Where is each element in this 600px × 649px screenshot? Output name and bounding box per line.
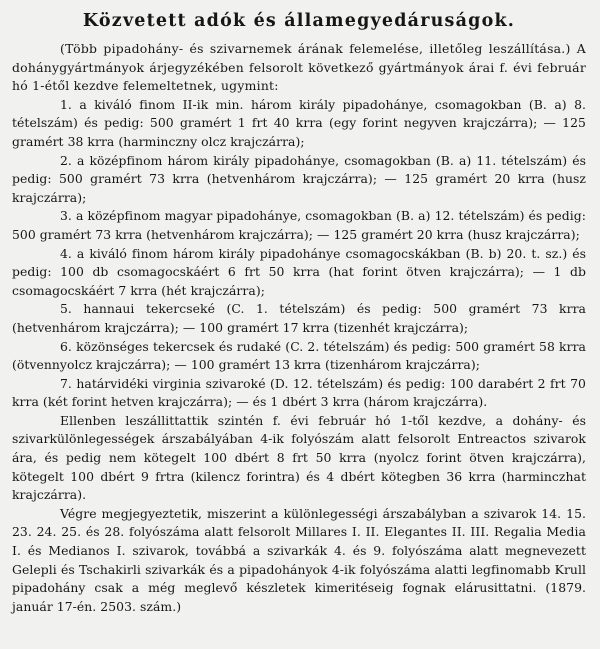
paragraph-item-2: 2. a középfinom három király pipadohánye, csomagokban (B. a) 11. tételszám) és pedig: 500 gramért 73 krra (hetvenhárom krajczárra); — 125 gramért 20 krra (husz krajczárra); xyxy=(12,152,586,205)
paragraph-reduction: Ellenben leszállittattik szintén f. évi február hó 1-től kezdve, a dohány- és szivarkülönlegességek árszabályában 4-ik folyószám alatt felsorolt Entreactos szivarok ára, és pedig nem kötegelt 100 dbért 8 frt 50 krra (nyolcz forint ötven krajczárra), kötegelt 100 dbért 9 frtra (kilencz forintra) és 4 dbért kötegben 36 krra (harminczhat krajczárra). xyxy=(12,412,586,503)
paragraph-item-3: 3. a középfinom magyar pipadohánye, csomagokban (B. a) 12. tételszám) és pedig: 500 gramért 73 krra (hetvenhárom krajczárra); — 125 gramért 20 krra (husz krajczárra); xyxy=(12,208,586,242)
paragraph-final-note: Végre megjegyeztetik, miszerint a különlegességi árszabályban a szivarok 14. 15. 23. 24. 25. és 28. folyószáma alatt felsorolt Millares I. II. Elegantes II. III. Regalia Media I. és Medianos I. szivarok, továbbá a szivarkák 4. és 9. folyószáma alatt megnevezett Gelepli és Tschakirli szivarkák és a pipadohányok 4-ik folyószáma alatti legfinomabb Krull pipadohány csak a még meglevő készletek kimeritéseig fognak elárusittatni. (1879. január 17-én. 2503. szám.) xyxy=(12,505,586,614)
paragraph-item-1: 1. a kiváló finom II-ik min. három király pipadohánye, csomagokban (B. a) 8. tételszám) és pedig: 500 gramért 1 frt 40 krra (egy forint negyven krajczárra); — 125 gramért 38 krra (harminczny olcz krajczárra); xyxy=(12,96,586,149)
paragraph-intro: (Több pipadohány- és szivarnemek árának felemelése, illetőleg leszállítása.) A dohánygyártmányok árjegyzékében felsorolt következő gyártmányok árai f. évi február hó 1-étől kezdve felemeltetnek, ugymint: xyxy=(12,41,586,94)
paragraph-item-5: 5. hannaui tekercseké (C. 1. tételszám) és pedig: 500 gramért 73 krra (hetvenhárom krajczárra); — 100 gramért 17 krra (tizenhét krajczárra); xyxy=(12,301,586,335)
paragraph-item-6: 6. közönséges tekercsek és rudaké (C. 2. tételszám) és pedig: 500 gramért 58 krra (ötvennyolcz krajczárra); — 100 gramért 13 krra (tizenhárom krajczárra); xyxy=(12,338,586,373)
paragraph-item-4: 4. a kiváló finom három király pipadohánye csomagocskákban (B. b) 20. t. sz.) és pedig: 100 db csomagocskáért 6 frt 50 krra (hat forint ötven krajczárra); — 1 db csomagocskáért 7 krra (hét krajczárra); xyxy=(12,245,586,298)
page-title: Közvetett adók és államegyedáruságok. xyxy=(82,11,516,31)
paragraph-item-7: 7. határvidéki virginia szivaroké (D. 12. tételszám) és pedig: 100 darabért 2 frt 70 krra (két forint hetven krajczárra); — és 1 dbért 3 krra (három krajczárra). xyxy=(12,375,586,410)
